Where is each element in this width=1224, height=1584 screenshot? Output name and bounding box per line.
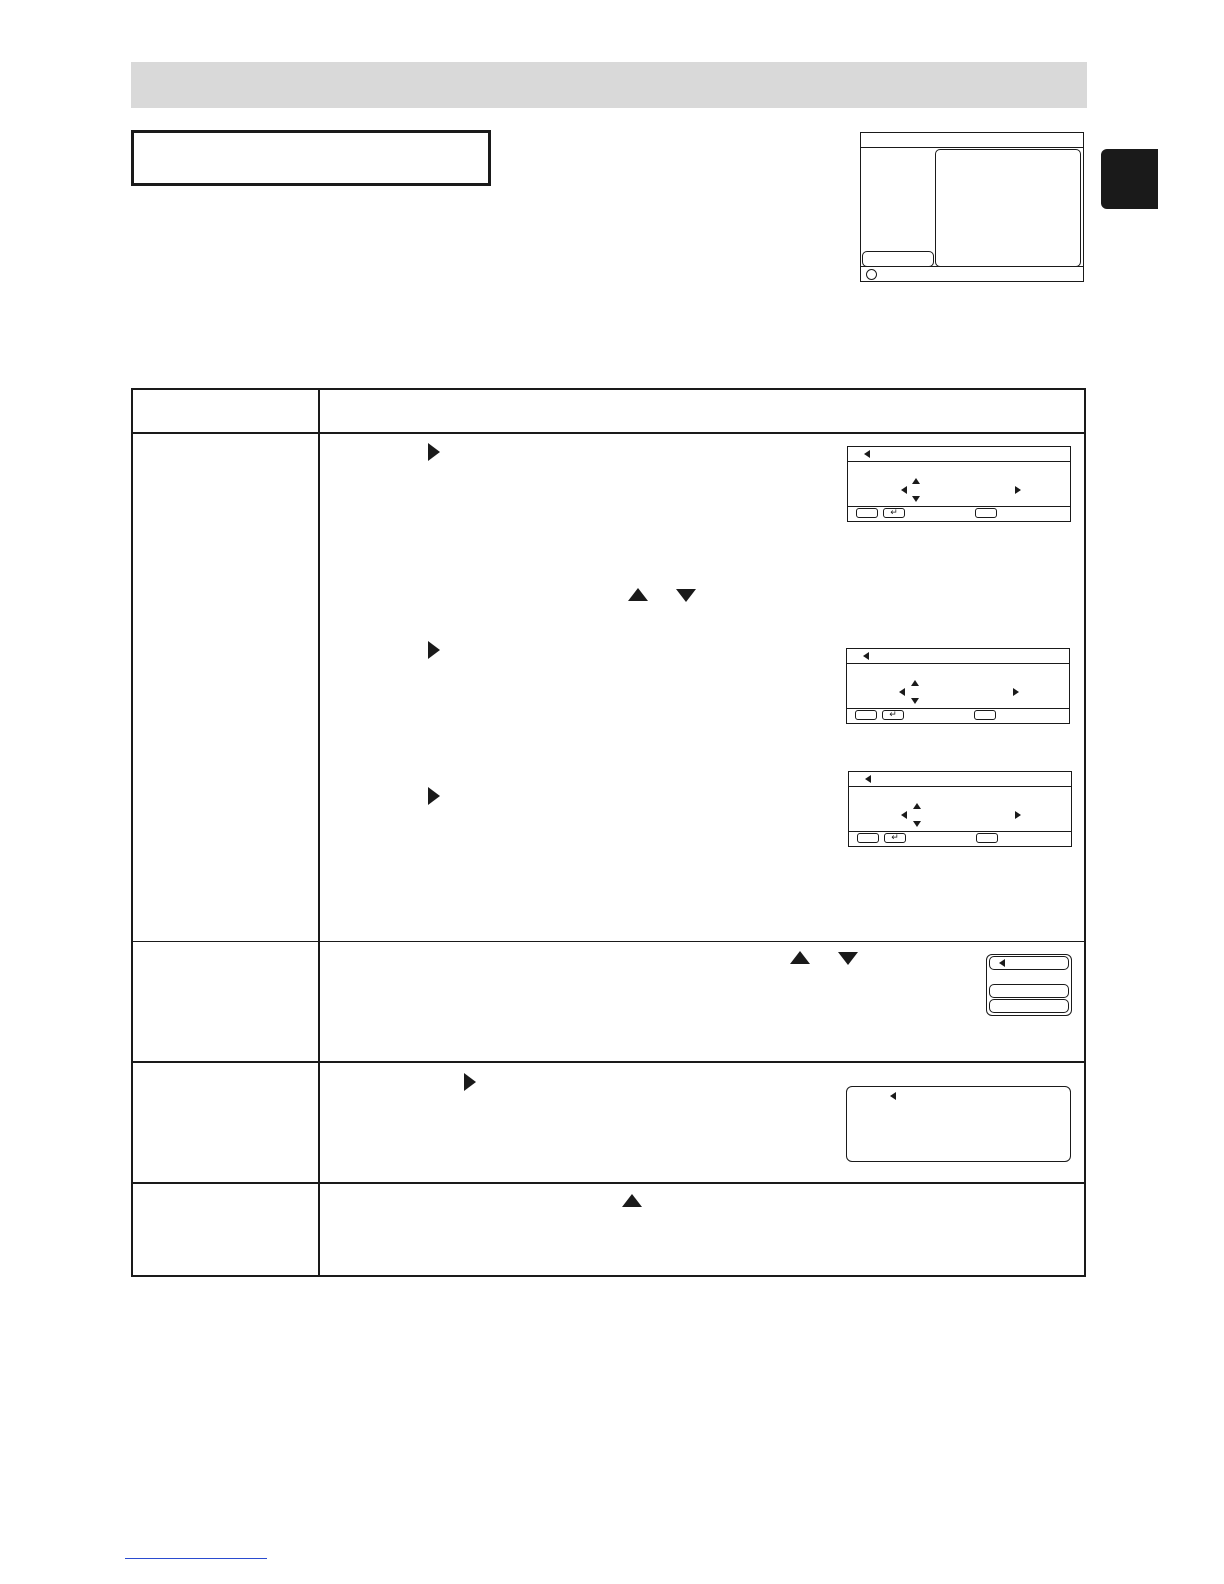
footer-link-underline[interactable] bbox=[125, 1558, 267, 1559]
down-arrow-icon bbox=[913, 821, 921, 827]
table-row-divider bbox=[131, 1182, 1086, 1184]
selector-title-row bbox=[989, 956, 1069, 970]
down-arrow-icon bbox=[838, 952, 858, 965]
right-arrow-icon bbox=[1015, 486, 1021, 494]
menu-selected-item bbox=[862, 251, 934, 267]
menu-screen-illustration bbox=[860, 132, 1084, 282]
table-row-item-label bbox=[140, 951, 310, 975]
chapter-side-tab bbox=[1101, 149, 1158, 209]
table-header-divider bbox=[131, 432, 1086, 434]
left-arrow-icon bbox=[899, 688, 905, 696]
left-arrow-icon bbox=[999, 959, 1005, 967]
left-arrow-icon bbox=[890, 1092, 896, 1100]
table-column-divider bbox=[318, 388, 320, 1277]
menu-title-bar bbox=[861, 133, 1083, 148]
right-arrow-icon bbox=[428, 787, 440, 805]
up-arrow-icon bbox=[622, 1194, 642, 1207]
info-dialog-illustration bbox=[846, 1086, 1071, 1162]
dialog-button bbox=[856, 508, 878, 518]
table-header-item bbox=[140, 398, 310, 426]
dialog-title-bar bbox=[847, 649, 1069, 664]
table-row-divider bbox=[131, 1061, 1086, 1063]
dialog-button bbox=[974, 710, 996, 720]
joystick-icon bbox=[866, 269, 877, 280]
right-arrow-icon bbox=[464, 1073, 476, 1091]
up-arrow-icon bbox=[913, 803, 921, 809]
menu-bottom-bar bbox=[861, 266, 1083, 281]
selector-option bbox=[989, 984, 1069, 998]
adjust-dialog bbox=[846, 648, 1070, 724]
return-icon: ↵ bbox=[882, 710, 904, 720]
dialog-button bbox=[976, 833, 998, 843]
right-arrow-icon bbox=[1013, 688, 1019, 696]
menu-right-panel bbox=[935, 149, 1081, 267]
dialog-title-bar bbox=[848, 447, 1070, 462]
dialog-button bbox=[857, 833, 879, 843]
down-arrow-icon bbox=[676, 589, 696, 602]
dialog-bottom-bar bbox=[847, 708, 1069, 723]
table-row-divider bbox=[131, 941, 1086, 942]
dialog-button bbox=[855, 710, 877, 720]
selector-option bbox=[989, 999, 1069, 1013]
return-icon: ↵ bbox=[884, 833, 906, 843]
up-arrow-icon bbox=[628, 588, 648, 601]
adjust-dialog bbox=[847, 446, 1071, 522]
table-header-description bbox=[330, 398, 1070, 426]
dialog-button bbox=[975, 508, 997, 518]
down-arrow-icon bbox=[911, 698, 919, 704]
left-arrow-icon bbox=[901, 811, 907, 819]
option-selector-illustration bbox=[986, 954, 1072, 1016]
up-arrow-icon bbox=[911, 680, 919, 686]
left-arrow-icon bbox=[901, 486, 907, 494]
left-arrow-icon bbox=[864, 450, 870, 458]
right-arrow-icon bbox=[428, 641, 440, 659]
right-arrow-icon bbox=[1015, 811, 1021, 819]
dialog-title-bar bbox=[849, 772, 1071, 787]
down-arrow-icon bbox=[912, 496, 920, 502]
section-title-box bbox=[131, 130, 491, 186]
up-arrow-icon bbox=[790, 951, 810, 964]
dialog-bottom-bar bbox=[849, 831, 1071, 846]
table-row-item-label bbox=[140, 1071, 310, 1095]
left-arrow-icon bbox=[865, 775, 871, 783]
return-icon: ↵ bbox=[883, 508, 905, 518]
table-row-item-label bbox=[140, 1192, 310, 1216]
up-arrow-icon bbox=[912, 478, 920, 484]
left-arrow-icon bbox=[863, 652, 869, 660]
right-arrow-icon bbox=[428, 443, 440, 461]
table-row-item-label bbox=[140, 442, 310, 466]
dialog-bottom-bar bbox=[848, 506, 1070, 521]
header-band bbox=[131, 62, 1087, 108]
adjust-dialog bbox=[848, 771, 1072, 847]
